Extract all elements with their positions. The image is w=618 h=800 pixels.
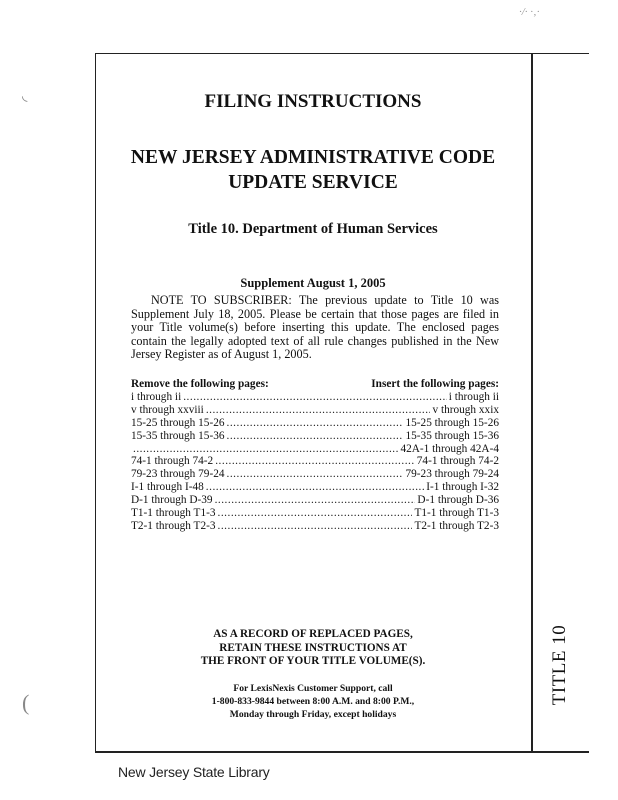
retain-notice [96,628,530,669]
pages-table-rows [131,391,499,533]
pages-table [131,378,499,533]
table-row [131,455,499,468]
tab-label [540,620,580,710]
table-row [131,468,499,481]
scan-mark: ·/· ·‚· [519,6,540,18]
customer-support [96,682,530,722]
table-row [131,404,499,417]
title-heading: Title 10. Department of Human Services [188,221,438,237]
code-heading [96,145,530,195]
insert-pages: 15-35 through 15-36 [405,429,499,442]
dot-leader [183,391,447,404]
dot-leader [215,455,415,468]
retain-line1: AS A RECORD OF REPLACED PAGES, [213,628,413,640]
insert-pages: 79-23 through 79-24 [405,468,499,481]
tab-divider [531,53,533,751]
pages-table-header [131,378,499,391]
table-row [131,443,499,456]
dot-leader [206,481,424,494]
support-line3: Monday through Friday, except holidays [229,709,397,721]
subscriber-note: NOTE TO SUBSCRIBER: The previous update to Title 10 was Supplement July 18, 2005. Please be certain that those pages are filed in your Title volume(s) before inserting this update. The enclosed pages contain the legally adopted text of all rule changes published in the New Jersey Register as of August 1, 2005. [131,293,499,362]
dot-leader [218,520,413,533]
insert-header: Insert the following pages: [371,378,499,390]
retain-line2: RETAIN THESE INSTRUCTIONS AT [219,641,407,654]
punch-hole-mark: ◟ [22,89,28,104]
dot-leader [133,443,398,456]
insert-pages: 15-25 through 15-26 [405,416,499,429]
dot-leader [218,507,413,520]
insert-pages: D-1 through D-36 [417,494,499,507]
dot-leader [227,468,404,481]
support-line2: 1-800-833-9844 between 8:00 A.M. and 8:00 P.M., [211,696,415,708]
insert-pages: i through ii [448,390,499,403]
insert-pages: 74-1 through 74-2 [416,455,499,468]
support-line1: For LexisNexis Customer Support, call [233,683,393,694]
filing-instructions-heading: FILING INSTRUCTIONS [204,91,422,112]
remove-pages: T1-1 through T1-3 [131,507,216,520]
code-heading-line1: NEW JERSEY ADMINISTRATIVE CODE [130,147,496,168]
table-row [131,430,499,443]
remove-pages: v through xxviii [131,403,204,416]
remove-pages: I-1 through I-48 [131,481,204,494]
insert-pages: I-1 through I-32 [426,481,499,494]
insert-pages: v through xxix [432,403,499,416]
remove-pages: 74-1 through 74-2 [131,455,214,468]
table-row [131,481,499,494]
insert-pages: T2-1 through T2-3 [414,519,499,532]
remove-pages: T2-1 through T2-3 [131,519,216,532]
dot-leader [206,404,431,417]
code-heading-line2: UPDATE SERVICE [228,172,398,193]
dot-leader [227,417,404,430]
table-row [131,391,499,404]
retain-line3: THE FRONT OF YOUR TITLE VOLUME(S). [200,655,426,668]
table-row [131,520,499,533]
dot-leader [215,494,416,507]
punch-hole-mark: ( [22,690,30,715]
library-stamp: New Jersey State Library [118,764,270,780]
dot-leader [227,430,404,443]
remove-pages: 15-25 through 15-26 [131,416,225,429]
remove-header: Remove the following pages: [131,378,269,390]
supplement-date: Supplement August 1, 2005 [240,276,386,290]
insert-pages: 42A-1 through 42A-4 [400,442,499,455]
remove-pages: 79-23 through 79-24 [131,468,225,481]
insert-pages: T1-1 through T1-3 [414,507,499,520]
remove-pages: 15-35 through 15-36 [131,429,225,442]
tab-label-text: TITLE 10 [549,624,570,706]
remove-pages: i through ii [131,390,182,403]
table-row [131,417,499,430]
table-row [131,507,499,520]
remove-pages: D-1 through D-39 [131,494,213,507]
table-row [131,494,499,507]
